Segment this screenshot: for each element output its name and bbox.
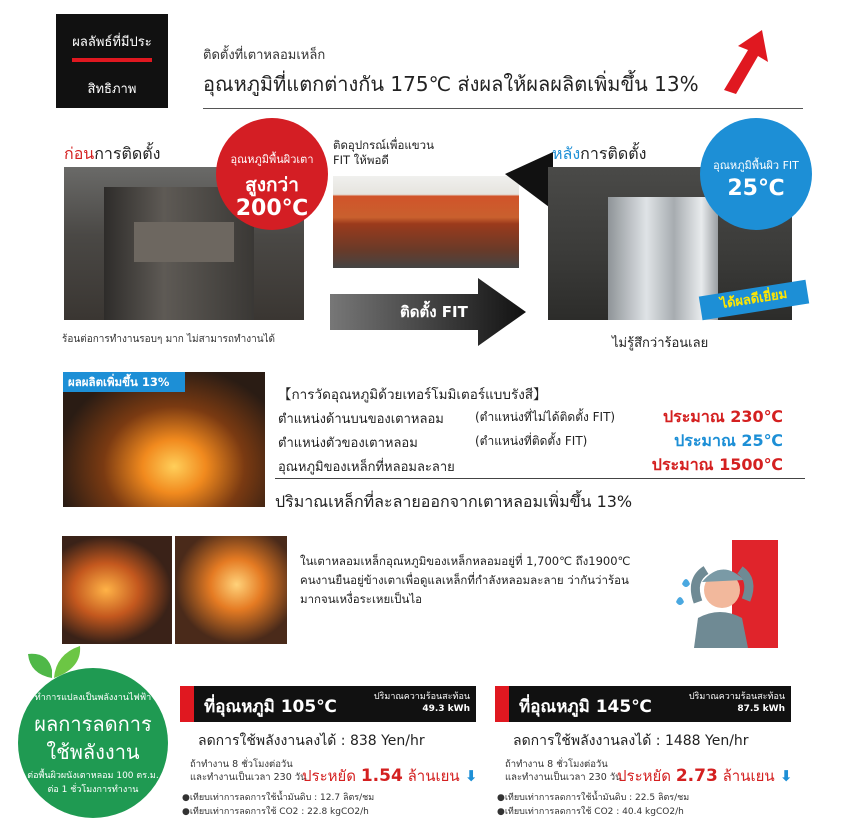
production-photo-label: ผลผลิตเพิ่มขึ้น 13% [63,372,185,392]
excellent-ribbon: ได้ผลดีเยี่ยม [699,280,809,321]
measure-row [278,405,783,427]
page-subtitle: ติดตั้งที่เตาหลอมเหล็ก [203,48,326,63]
worker-description: ในเตาหลอมเหล็กอุณหภูมิของเหล็กหลอมอยู่ที่ 1,700℃ ถึง1900℃ คนงานยืนอยู่ข้างเตาเพื่อดูแลเหล็กที่กำลังหลอมละลาย ว่ากันว่าร้อน มากจนเหงื่อระเหยเป็นไอ [300,554,631,606]
card-temperature: ที่อุณหภูมิ 145℃ [519,697,652,717]
measure-row-label: อุณหภูมิของเหล็กที่หลอมละลาย [278,460,455,475]
product-badge [56,14,168,108]
header-divider [203,108,803,109]
measure-row [278,429,783,451]
energy-card [495,686,795,822]
worker-photo-2 [175,536,287,644]
worker-photo-1 [62,536,172,644]
energy-card [180,686,480,822]
card-temperature: ที่อุณหภูมิ 105℃ [204,697,337,717]
after-temp-circle: อุณหภูมิพื้นผิว FIT 25℃ [700,118,812,230]
measure-row-note: (ตำแหน่งที่ติดตั้ง FIT) [475,434,588,448]
card-heat: ปริมาณความร้อนสะท้อน 87.5 kWh [688,692,785,714]
down-arrow-icon: ⬇ [774,767,793,785]
before-title: ก่อนการติดตั้ง [64,144,161,163]
measure-row-value: ประมาณ 25℃ [674,431,783,450]
card-oil: ●เทียบเท่าการลดการใช้น้ำมันดิบ : 22.5 ลิตร/ชม [497,793,690,803]
card-co2: ●เทียบเท่าการลดการใช้ CO2 : 40.4 kgCO2/h [497,807,684,817]
card-oil: ●เทียบเท่าการลดการใช้น้ำมันดิบ : 12.7 ลิตร/ชม [182,793,375,803]
sweating-worker-icon [670,540,778,648]
molten-steel-photo [63,372,265,507]
card-savings: ประหยัด 2.73 ล้านเยน ⬇ [617,766,793,786]
before-temp-circle: อุณหภูมิพื้นผิวเตา สูงกว่า 200℃ [216,118,328,230]
page-headline: อุณหภูมิที่แตกต่างกัน 175℃ ส่งผลให้ผลผลิตเพิ่มขึ้น 13% [203,72,699,96]
card-condition: ถ้าทำงาน 8 ชั่วโมงต่อวัน และทำงานเป็นเวลา 230 วัน [505,759,622,783]
after-caption: ไม่รู้สึกว่าร้อนเลย [612,336,709,351]
measure-row-label: ตำแหน่งตัวของเตาหลอม [278,436,418,451]
middle-caption: ติดอุปกรณ์เพื่อแขวน FIT ให้พอดี [333,138,434,167]
card-header [495,686,791,722]
down-arrow-icon: ⬇ [459,767,478,785]
card-savings: ประหยัด 1.54 ล้านเยน ⬇ [302,766,478,786]
badge-divider [72,58,152,62]
card-condition: ถ้าทำงาน 8 ชั่วโมงต่อวัน และทำงานเป็นเวลา 230 วัน [190,759,307,783]
card-reduction: ลดการใช้พลังงานลงได้ : 1488 Yen/hr [513,733,749,749]
card-header [180,686,476,722]
measure-row-label: ตำแหน่งด้านบนของเตาหลอม [278,412,444,427]
install-arrow-label: ติดตั้ง FIT [400,303,468,321]
measure-row-value: ประมาณ 230℃ [662,407,783,426]
badge-line2: สิทธิภาพ [87,82,137,97]
fit-bracket-photo [333,176,519,268]
badge-line1: ผลลัพธ์ที่มีประ [72,35,152,50]
measure-title: 【การวัดอุณหภูมิด้วยเทอร์โมมิเตอร์แบบรังสี】 [278,387,547,403]
measure-row-note: (ตำแหน่งที่ไม่ได้ติดตั้ง FIT) [475,410,616,424]
after-title: หลังการติดตั้ง [552,144,647,163]
callout-pointer [505,152,553,212]
measure-row-value: ประมาณ 1500℃ [651,455,783,474]
card-reduction: ลดการใช้พลังงานลงได้ : 838 Yen/hr [198,733,425,749]
card-heat: ปริมาณความร้อนสะท้อน 49.3 kWh [373,692,470,714]
measure-row [278,453,783,475]
production-summary: ปริมาณเหล็กที่ละลายออกจากเตาหลอมเพิ่มขึ้น 13% [275,492,633,511]
card-co2: ●เทียบเท่าการลดการใช้ CO2 : 22.8 kgCO2/h [182,807,369,817]
energy-reduction-circle: ทำการแปลงเป็นพลังงานไฟฟ้า ผลการลดการ ใช้พลังงาน ต่อพื้นผิวผนังเตาหลอม 100 ตร.ม. ต่อ 1 ชั่วโมงการทำงาน [18,668,168,818]
before-caption: ร้อนต่อการทำงานรอบๆ มาก ไม่สามารถทำงานได้ [62,334,276,345]
measure-divider [275,478,805,479]
increase-arrow-icon [718,28,774,94]
